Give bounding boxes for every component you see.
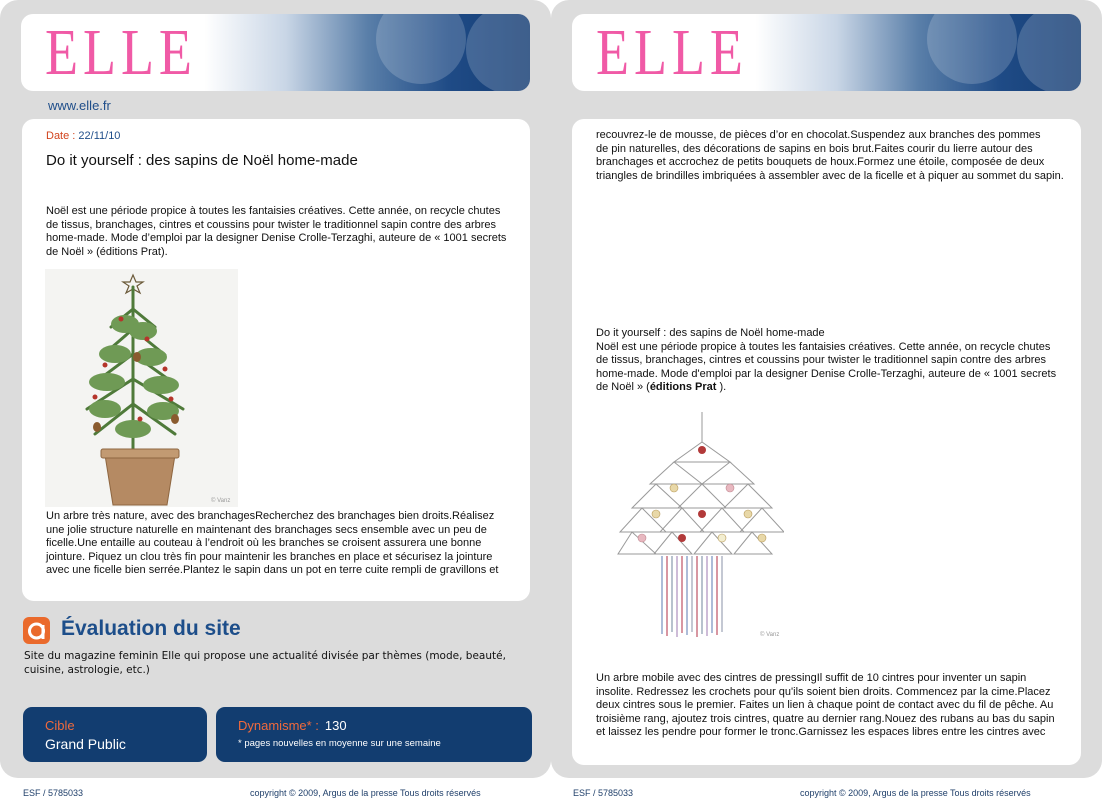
text-line: troisième rang, ajoutez trois cintres, quatre au dernier rang.Nouez des rubans au bas du sapin bbox=[596, 712, 1055, 725]
text-line: Un arbre mobile avec des cintres de pressingIl suffit de 10 cintres pour inventer un sapin bbox=[596, 672, 1027, 684]
banner-bubble-shape bbox=[466, 14, 530, 91]
branch-tree-illustration bbox=[45, 269, 238, 507]
dynamisme-label bbox=[238, 718, 347, 733]
article-card bbox=[22, 119, 530, 601]
cible-box bbox=[23, 707, 207, 762]
dynamisme-note: * pages nouvelles en moyenne sur une semaine bbox=[238, 738, 441, 749]
text-line bbox=[596, 381, 1056, 395]
text-line: branchages et accrochez de petits bouquets de houx.Formez une étoile, composée de deux bbox=[596, 156, 1045, 169]
article-intro bbox=[46, 205, 506, 259]
cible-value: Grand Public bbox=[45, 736, 126, 752]
text-line: et laissez les pendre pour former le tronc.Garnissez les espaces libres entre les cintres avec bbox=[596, 726, 1046, 739]
footer-id-right: ESF / 5785033 bbox=[573, 788, 634, 798]
image-credit: © Vanz bbox=[211, 498, 231, 504]
repeated-title: Do it yourself : des sapins de Noël home-made bbox=[596, 327, 825, 339]
hanger-tree-image bbox=[612, 404, 784, 642]
date-value: 22/11/10 bbox=[78, 130, 121, 142]
body-line: une jolie structure naturelle en maintenant des branchages secs ensemble avec un peu de bbox=[46, 523, 487, 536]
text-segment: de Noël » ( bbox=[596, 381, 650, 394]
text-segment: ). bbox=[716, 381, 727, 394]
body-line: ficelle.Une entaille au couteau à l’endroit où les branches se croisent assurera une bonne bbox=[46, 537, 482, 550]
text-line: triangles de brindilles imbriquées à assembler avec de la ficelle et à piquer au sommet du sapin. bbox=[596, 169, 1064, 182]
footer-copyright-right: copyright © 2009, Argus de la presse Tous droits réservés bbox=[800, 788, 1031, 798]
intro-line: de tissus, branchages, cintres et coussins pour twister le traditionnel sapin contre des arbres bbox=[46, 218, 497, 231]
footer-id-left: ESF / 5785033 bbox=[23, 788, 84, 798]
text-line: recouvrez-le de mousse, de pièces d’or en chocolat.Suspendez aux branches des pommes bbox=[596, 129, 1041, 141]
article-body bbox=[46, 510, 498, 578]
footer-copyright-left: copyright © 2009, Argus de la presse Tous droits réservés bbox=[250, 788, 481, 798]
body-line: jointure. Piquez un clou très fin pour maintenir les branches en place et sécurisez la jointure bbox=[46, 550, 493, 563]
article-date bbox=[46, 130, 120, 142]
banner-bubble-shape bbox=[927, 14, 1017, 84]
evaluation-title: Évaluation du site bbox=[61, 617, 241, 640]
continuation-text bbox=[596, 129, 1064, 183]
text-line: home-made. Mode d'emploi par la designer Denise Crolle-Terzaghi, auteure de « 1001 secrets bbox=[596, 367, 1057, 380]
argus-a-icon bbox=[23, 617, 50, 644]
elle-banner bbox=[572, 14, 1081, 91]
article-title: Do it yourself : des sapins de Noël home-made bbox=[46, 152, 358, 169]
body-line: avec une ficelle bien serrée.Plantez le sapin dans un pot en terre cuite rempli de gravillons et bbox=[46, 564, 499, 577]
cible-label: Cible bbox=[45, 718, 75, 733]
text-line: Noël est une période propice à toutes les fantaisies créatives. Cette année, on recycle chutes bbox=[596, 340, 1051, 353]
hanger-tree-illustration bbox=[612, 404, 784, 642]
elle-banner bbox=[21, 14, 530, 91]
left-page-panel bbox=[0, 0, 551, 778]
intro-line: Noël est une période propice à toutes les fantaisies créatives. Cette année, on recycle chutes bbox=[46, 205, 501, 217]
branch-tree-image bbox=[45, 269, 238, 507]
elle-logo: ELLE bbox=[45, 16, 197, 89]
banner-bubble-shape bbox=[1017, 14, 1081, 91]
text-line: deux cintres sous le premier. Faites un lien à chaque point de contact avec du fil de pêche. Au bbox=[596, 699, 1054, 712]
hanger-tree-text bbox=[596, 672, 1055, 740]
text-line: insolite. Redressez les crochets pour qu'ils soient bien droits. Commencez par la cime.Placez bbox=[596, 685, 1051, 698]
article-continuation-card bbox=[572, 119, 1081, 765]
dynamisme-box bbox=[216, 707, 532, 762]
text-line: de tissus, branchages, cintres et coussins pour twister le traditionnel sapin contre des arbres bbox=[596, 354, 1047, 367]
evaluation-description: Site du magazine feminin Elle qui propose une actualité divisée par thèmes (mode, beauté, cuisine, astrologie, etc.) bbox=[24, 650, 506, 676]
dynamisme-label-text: Dynamisme* : bbox=[238, 718, 319, 733]
dynamisme-value: 130 bbox=[324, 718, 347, 733]
publisher-name: éditions Prat bbox=[649, 381, 717, 394]
repeated-intro bbox=[596, 327, 1056, 395]
text-line: de pin naturelles, des décorations de sapins en bois brut.Faites courir du lierre autour des bbox=[596, 142, 1033, 155]
site-url-link[interactable]: www.elle.fr bbox=[48, 98, 111, 113]
date-label: Date : bbox=[46, 130, 76, 142]
intro-line: home-made. Mode d’emploi par la designer Denise Crolle-Terzaghi, auteure de « 1001 secrets bbox=[46, 232, 507, 245]
body-line: Un arbre très nature, avec des branchagesRecherchez des branchages bien droits.Réalisez bbox=[46, 510, 495, 522]
elle-logo: ELLE bbox=[596, 16, 748, 89]
intro-line: de Noël » (éditions Prat). bbox=[46, 245, 168, 258]
image-credit: © Vanz bbox=[760, 632, 780, 638]
banner-bubble-shape bbox=[376, 14, 466, 84]
